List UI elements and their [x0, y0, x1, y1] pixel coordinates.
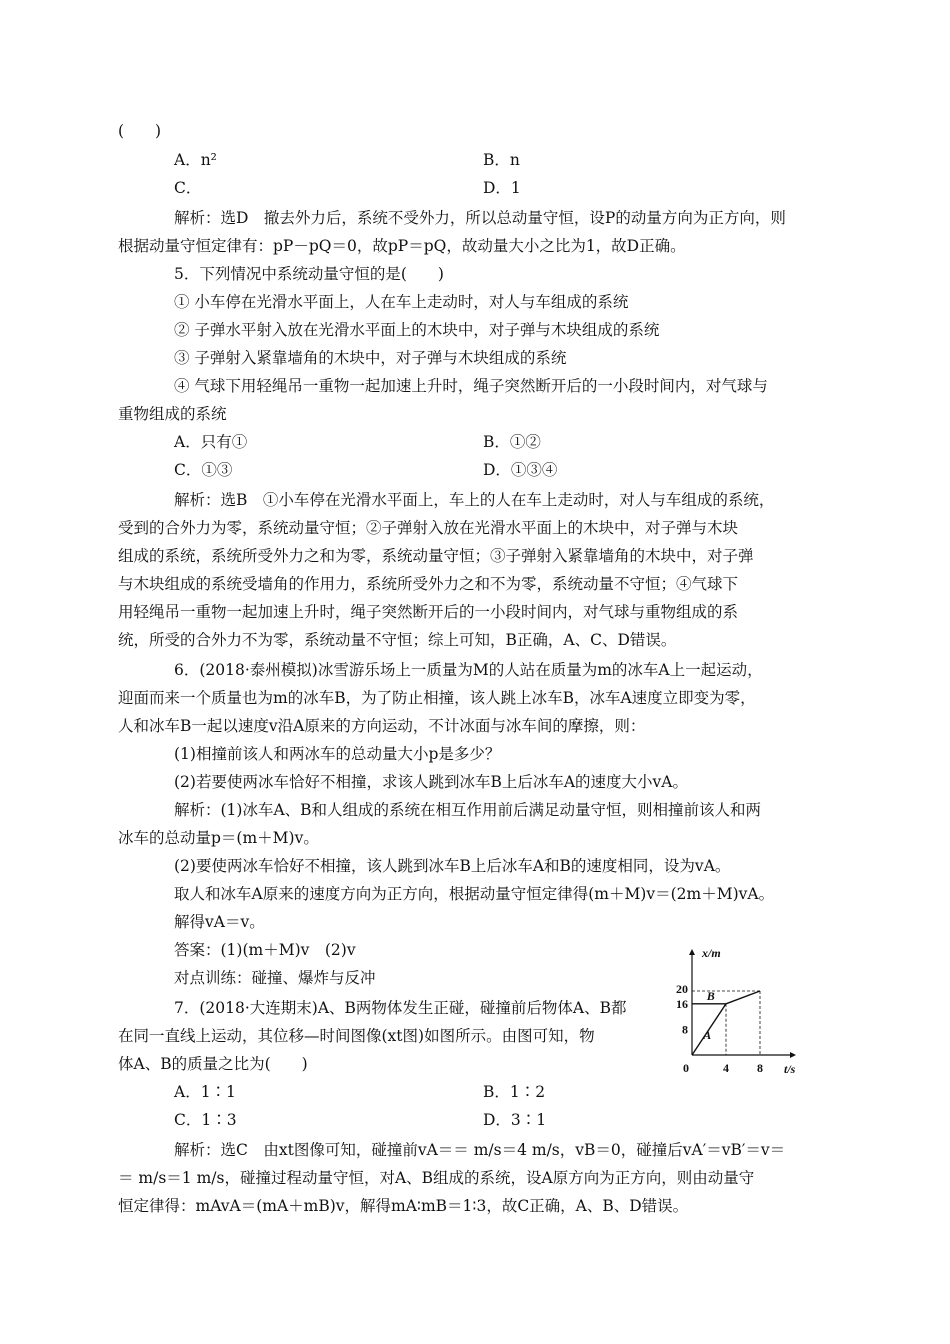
question-text: 人和冰车B一起以速度v沿A原来的方向运动，不计冰面与冰车间的摩擦，则： [118, 717, 646, 735]
x-axis-arrow [790, 1052, 796, 1058]
analysis-text: 统，所受的合外力不为零，系统动量不守恒；综上可知，B正确，A、C、D错误。 [118, 631, 677, 649]
analysis-text: (2)要使两冰车恰好不相撞，该人跳到冰车B上后冰车A和B的速度相同，设为vA。 [174, 857, 731, 875]
y-tick-label: 20 [676, 982, 688, 996]
option-a: A．1∶1 [174, 1083, 236, 1101]
analysis-text: 解得vA＝v。 [174, 913, 265, 931]
series-b-line [726, 991, 760, 1004]
option-b: B．①② [483, 433, 541, 451]
option-a: A．n² [174, 151, 217, 169]
position-time-chart [672, 945, 812, 1080]
analysis-text: 取人和冰车A原来的速度方向为正方向，根据动量守恒定律得(m＋M)v＝(2m＋M)vA。 [174, 885, 775, 903]
analysis-text: 用轻绳吊一重物一起加速上升时，绳子突然断开后的一小段时间内，对气球与重物组成的系 [118, 603, 739, 621]
y-axis-arrow [689, 949, 695, 955]
y-tick-label: 16 [676, 996, 688, 1011]
series-a-label: A [703, 1028, 712, 1042]
analysis-text: 解析：选B ①小车停在光滑水平面上，车上的人在车上走动时，对人与车组成的系统， [174, 491, 775, 509]
analysis-text: 根据动量守恒定律有：pP－pQ＝0，故pP＝pQ，故动量大小之比为1，故D正确。 [118, 237, 686, 255]
question-item: 重物组成的系统 [118, 405, 227, 423]
question-title: 6．(2018·泰州模拟)冰雪游乐场上一质量为M的人站在质量为m的冰车A上一起运动， [174, 661, 763, 679]
x-tick-label: 8 [757, 1061, 763, 1075]
analysis-text: 解析：(1)冰车A、B和人组成的系统在相互作用前后满足动量守恒，则相撞前该人和两 [174, 801, 762, 819]
option-b: B．1∶2 [483, 1083, 546, 1101]
question-title: 5．下列情况中系统动量守恒的是( ) [174, 265, 444, 283]
question-title: 7．(2018·大连期末)A、B两物体发生正碰，碰撞前后物体A、B都 [174, 999, 627, 1017]
analysis-text: 解析：选C 由xt图像可知，碰撞前vA＝＝ m/s＝4 m/s，vB＝0，碰撞后vA′＝vB′＝v＝ [174, 1141, 786, 1159]
x-axis-label: t/s [784, 1062, 796, 1076]
analysis-text: 恒定律得：mAvA＝(mA＋mB)v，解得mA∶mB＝1∶3，故C正确，A、B、D错误。 [118, 1197, 689, 1215]
question-text: 迎面而来一个质量也为m的冰车B，为了防止相撞，该人跳上冰车B，冰车A速度立即变为零， [118, 689, 756, 707]
y-axis-label: x/m [702, 946, 721, 960]
analysis-text: 解析：选D 撤去外力后，系统不受外力，所以总动量守恒，设P的动量方向为正方向，则 [174, 209, 786, 227]
section-heading: 对点训练：碰撞、爆炸与反冲 [174, 969, 376, 987]
y-tick-label: 8 [682, 1022, 688, 1037]
question-item: ① 小车停在光滑水平面上，人在车上走动时，对人与车组成的系统 [174, 293, 629, 311]
question-text: 体A、B的质量之比为( ) [118, 1055, 308, 1073]
option-d: D．1 [483, 179, 521, 197]
question-item: (1)相撞前该人和两冰车的总动量大小p是多少？ [174, 745, 501, 763]
option-c: C．①③ [174, 461, 233, 479]
question-item: ④ 气球下用轻绳吊一重物一起加速上升时，绳子突然断开后的一小段时间内，对气球与 [174, 377, 768, 395]
option-c: C．1∶3 [174, 1111, 237, 1129]
x-tick-label: 0 [683, 1061, 689, 1075]
option-a: A．只有① [174, 433, 248, 451]
question-text: 在同一直线上运动，其位移—时间图像(xt图)如图所示。由图可知，物 [118, 1027, 595, 1045]
question-item: ② 子弹水平射入放在光滑水平面上的木块中，对子弹与木块组成的系统 [174, 321, 660, 339]
analysis-text: 与木块组成的系统受墙角的作用力，系统所受外力之和不为零，系统动量不守恒；④气球下 [118, 575, 739, 593]
analysis-text: 受到的合外力为零，系统动量守恒；②子弹射入放在光滑水平面上的木块中，对子弹与木块 [118, 519, 739, 537]
answer-text: 答案：(1)(m＋M)v (2)v [174, 941, 356, 959]
question-paren: ( ) [118, 122, 162, 140]
option-b: B．n [483, 151, 520, 169]
analysis-text: 冰车的总动量p＝(m＋M)v。 [118, 829, 319, 847]
analysis-text: ＝ m/s＝1 m/s，碰撞过程动量守恒，对A、B组成的系统，设A原方向为正方向，则由动量守 [118, 1169, 755, 1187]
series-b-label: B [706, 988, 715, 1003]
option-d: D．①③④ [483, 461, 558, 479]
x-tick-label: 4 [723, 1061, 729, 1075]
analysis-text: 组成的系统，系统所受外力之和为零，系统动量守恒；③子弹射入紧靠墙角的木块中，对子弹 [118, 547, 754, 565]
option-d: D．3∶1 [483, 1111, 547, 1129]
question-item: (2)若要使两冰车恰好不相撞，求该人跳到冰车B上后冰车A的速度大小vA。 [174, 773, 688, 791]
question-item: ③ 子弹射入紧靠墙角的木块中，对子弹与木块组成的系统 [174, 349, 567, 367]
option-c: C． [174, 179, 202, 197]
